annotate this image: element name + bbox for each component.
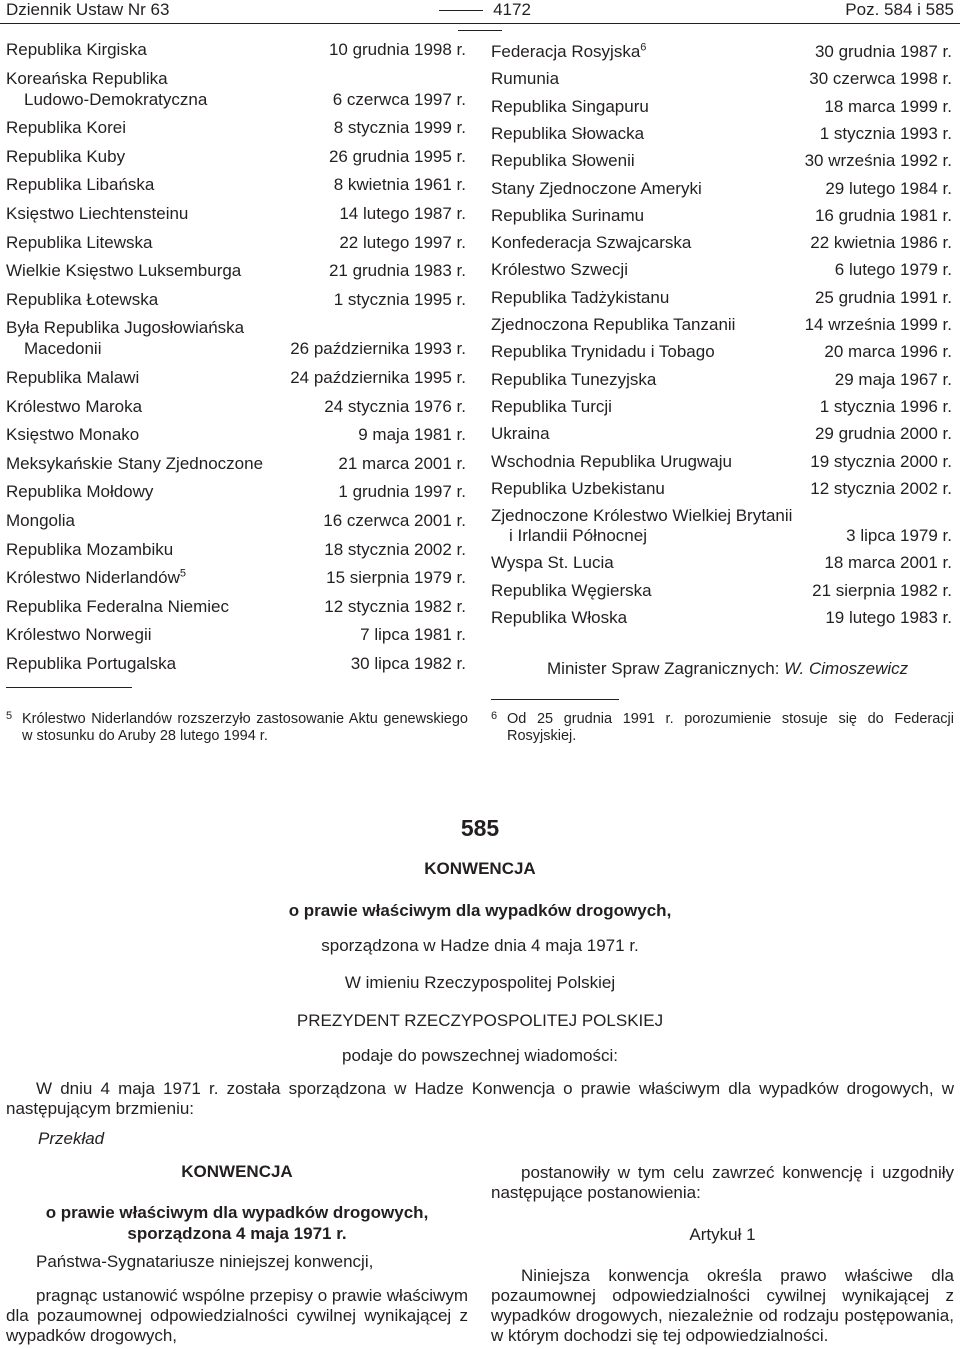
- country-name: [6, 40, 147, 60]
- country-name: [491, 424, 550, 444]
- footnote-ref: 6: [640, 41, 647, 54]
- signature-date: 26 grudnia 1995 r.: [328, 146, 466, 166]
- country-name: [6, 175, 154, 195]
- country-name-text: Wschodnia Republika Urugwaju: [491, 451, 732, 471]
- page-number: [400, 0, 560, 40]
- document-behalf: W imieniu Rzeczypospolitej Polskiej: [344, 973, 616, 992]
- country-name: [6, 625, 152, 645]
- country-row: [491, 206, 952, 233]
- signature-date: 21 sierpnia 1982 r.: [812, 580, 952, 600]
- signature-date: 12 stycznia 2002 r.: [810, 478, 952, 498]
- convention-subtitle-1: o prawie właściwym dla wypadków drogowych,: [45, 1203, 429, 1222]
- country-name: [6, 368, 139, 388]
- signature-date: 19 lutego 1983 r.: [825, 608, 952, 627]
- footnote-ref: 5: [179, 567, 186, 580]
- footnote-6: [491, 711, 954, 745]
- country-name: [491, 342, 715, 362]
- country-name-text: Zjednoczona Republika Tanzanii: [491, 315, 736, 334]
- country-name: [491, 397, 612, 417]
- signature-date: 24 października 1995 r.: [290, 368, 466, 387]
- country-row: [6, 368, 466, 397]
- country-name-text: Republika Kirgiska: [6, 40, 147, 59]
- preamble-desiring: pragnąc ustanowić wspólne przepisy o prawie właściwym dla pozaumownej odpowiedzialności cywilnej wynikającej z wypadków drogowych,: [6, 1286, 468, 1345]
- signature-date: 16 grudnia 1981 r.: [814, 205, 952, 225]
- country-name: [491, 479, 665, 499]
- country-name-text: Koreańska Republika: [6, 68, 168, 88]
- country-row: [6, 625, 466, 654]
- signature-date: 6 czerwca 1997 r.: [332, 89, 466, 109]
- country-name-text: Królestwo Niderlandów: [6, 568, 180, 588]
- convention-subtitle-2: sporządzona 4 maja 1971 r.: [127, 1224, 347, 1243]
- country-name: [6, 147, 125, 167]
- document-president: PREZYDENT RZECZYPOSPOLITEJ POLSKIEJ: [296, 1011, 664, 1030]
- country-row: [6, 147, 466, 176]
- country-name: [6, 204, 188, 224]
- country-name-text: Republika Litewska: [6, 232, 153, 252]
- country-row: [6, 654, 466, 683]
- country-name-text: Republika Słowenii: [491, 151, 635, 171]
- article-1-text: Niniejsza konwencja określa prawo właściwe dla pozaumownej odpowiedzialności cywilnej wynikającej z wypadków drogowych, niezależnie od rodzaju postępowania, w którym dochodzi się tej odpowiedzialności.: [491, 1266, 954, 1345]
- document-subtitle: o prawie właściwym dla wypadków drogowych,: [288, 901, 672, 920]
- country-row: [491, 69, 952, 96]
- country-name: [491, 506, 792, 526]
- signature-date: 10 grudnia 1998 r.: [328, 40, 466, 59]
- signature-date: 29 grudnia 2000 r.: [814, 424, 952, 444]
- country-name: [491, 69, 559, 89]
- country-row: [491, 553, 952, 580]
- country-name: [491, 151, 635, 171]
- country-row: [6, 40, 466, 69]
- country-row: [491, 479, 952, 506]
- country-row: [491, 288, 952, 315]
- footnote-5-text: Królestwo Niderlandów rozszerzyło zastosowanie Aktu genewskiego w stosunku do Aruby 28 lutego 1994 r.: [22, 711, 468, 744]
- signature-date: 29 maja 1967 r.: [834, 369, 952, 389]
- footnote-rule-left: [6, 687, 132, 688]
- signature-date: 18 marca 1999 r.: [824, 96, 952, 116]
- country-name: [6, 118, 126, 138]
- country-name-text: Republika Malawi: [6, 368, 140, 387]
- country-row: [6, 204, 466, 233]
- country-name: [491, 233, 691, 253]
- signature-date: 14 lutego 1987 r.: [339, 204, 466, 223]
- country-name-text: Republika Surinamu: [491, 205, 645, 225]
- country-row: [491, 397, 952, 424]
- country-name-text: Wielkie Księstwo Luksemburga: [6, 261, 242, 281]
- footnote-5-number: 5: [6, 710, 13, 722]
- signature-date: 1 grudnia 1997 r.: [338, 482, 466, 502]
- country-row: [6, 397, 466, 426]
- country-row: [6, 482, 466, 511]
- dash-left: [439, 10, 483, 11]
- country-name-text: Federacja Rosyjska: [491, 42, 641, 61]
- country-row: [491, 260, 952, 287]
- footnote-5: [6, 711, 468, 745]
- signature-date: 22 kwietnia 1986 r.: [810, 233, 952, 253]
- country-row: [491, 452, 952, 479]
- signature-date: 18 stycznia 2002 r.: [324, 539, 466, 559]
- page-number-text: 4172: [493, 0, 531, 19]
- country-name-text: Republika Federalna Niemiec: [6, 596, 230, 616]
- signature-date: 26 października 1993 r.: [290, 339, 466, 359]
- footnote-6-text: Od 25 grudnia 1991 r. porozumienie stosuje się do Federacji Rosyjskiej.: [507, 711, 954, 744]
- signature-date: 1 stycznia 1993 r.: [819, 123, 952, 143]
- signature-date: 12 stycznia 1982 r.: [324, 596, 466, 616]
- country-name: [491, 452, 732, 472]
- page-header: [0, 0, 960, 22]
- country-name-text: Zjednoczone Królestwo Wielkiej Brytanii: [491, 506, 793, 526]
- signature-date: 15 sierpnia 1979 r.: [326, 568, 466, 588]
- country-name-text: Republika Trynidadu i Tobago: [491, 342, 715, 362]
- country-row: [6, 175, 466, 204]
- journal-title: Dziennik Ustaw Nr 63: [6, 0, 170, 19]
- country-name-text: Republika Włoska: [491, 608, 628, 627]
- signature-date: 6 lutego 1979 r.: [834, 260, 952, 280]
- signature-date: 8 stycznia 1999 r.: [333, 118, 466, 138]
- country-name-text: Meksykańskie Stany Zjednoczone: [6, 453, 264, 473]
- signature-date: 30 czerwca 1998 r.: [809, 69, 952, 89]
- country-row: [491, 124, 952, 151]
- country-name: [6, 233, 152, 253]
- country-name-text: Była Republika Jugosłowiańska: [6, 318, 245, 338]
- signature-date: 24 stycznia 1976 r.: [324, 396, 466, 416]
- intro-paragraph: W dniu 4 maja 1971 r. została sporządzona w Hadze Konwencja o prawie właściwym dla wypadków drogowych, w następującym brzmieniu:: [6, 1079, 954, 1118]
- country-name: [6, 511, 75, 531]
- country-name: [6, 397, 142, 417]
- country-name: [6, 69, 168, 89]
- country-name: [6, 568, 186, 588]
- country-row: [6, 318, 466, 368]
- country-name: [6, 454, 263, 474]
- country-name-text: Księstwo Monako: [6, 425, 140, 445]
- document-title: KONWENCJA: [424, 859, 536, 878]
- country-name: [6, 654, 176, 674]
- country-name-text: Republika Singapuru: [491, 96, 649, 116]
- signature-date: 19 stycznia 2000 r.: [810, 451, 952, 471]
- country-name-text: Republika Węgierska: [491, 580, 652, 600]
- country-row: [6, 118, 466, 147]
- signature-date: 22 lutego 1997 r.: [339, 232, 466, 252]
- country-row: [491, 342, 952, 369]
- country-name-line2: Ludowo-Demokratyczna: [24, 89, 208, 109]
- country-name: [491, 315, 735, 335]
- preamble-resolved: postanowiły w tym celu zawrzeć konwencję i uzgodniły następujące postanowienia:: [491, 1163, 954, 1202]
- convention-title: KONWENCJA: [181, 1162, 293, 1181]
- country-name: [491, 553, 614, 573]
- country-name-text: Królestwo Norwegii: [6, 625, 152, 645]
- position-ref: Poz. 584 i 585: [845, 0, 954, 19]
- country-name: [491, 288, 669, 308]
- country-row: [491, 581, 952, 608]
- header-rule: [0, 23, 960, 24]
- country-row: [491, 506, 952, 553]
- country-row: [6, 69, 466, 119]
- country-name: [491, 581, 652, 601]
- country-row: [491, 233, 952, 260]
- country-name-text: Stany Zjednoczone Ameryki: [491, 178, 702, 198]
- country-row: [6, 568, 466, 597]
- country-name-text: Ukraina: [491, 424, 550, 444]
- country-name-text: Republika Uzbekistanu: [491, 478, 665, 498]
- dash-right: [458, 30, 502, 31]
- minister-label: Minister Spraw Zagranicznych:: [547, 659, 785, 678]
- country-name-text: Rumunia: [491, 69, 560, 89]
- country-name: [491, 97, 649, 117]
- country-name: [491, 260, 628, 280]
- country-name: [6, 540, 173, 560]
- country-row: [491, 424, 952, 451]
- country-name: [6, 425, 139, 445]
- document-place: sporządzona w Hadze dnia 4 maja 1971 r.: [321, 936, 639, 955]
- minister-signature: [547, 659, 908, 679]
- country-row: [491, 370, 952, 397]
- country-name-text: Wyspa St. Lucia: [491, 553, 614, 573]
- article-1-heading: Artykuł 1: [689, 1225, 756, 1244]
- country-name: [6, 261, 241, 281]
- country-name-text: Republika Kuby: [6, 146, 126, 166]
- country-name: [491, 42, 646, 62]
- country-name-text: Republika Tunezyjska: [491, 369, 657, 389]
- signature-date: 9 maja 1981 r.: [358, 425, 466, 445]
- country-name-text: Republika Mołdowy: [6, 482, 154, 502]
- preamble-parties: Państwa-Sygnatariusze niniejszej konwencji,: [36, 1252, 374, 1271]
- country-name-line2: i Irlandii Północnej: [509, 526, 647, 546]
- signature-date: 8 kwietnia 1961 r.: [333, 175, 466, 195]
- signature-date: 25 grudnia 1991 r.: [814, 287, 952, 307]
- country-row: [6, 261, 466, 290]
- country-row: [6, 511, 466, 540]
- country-name-text: Republika Mozambiku: [6, 539, 174, 559]
- footnote-6-number: 6: [491, 710, 498, 722]
- country-name: [491, 179, 702, 199]
- country-name: [6, 290, 158, 310]
- country-name: [491, 370, 656, 390]
- footnote-rule-right: [491, 699, 619, 700]
- country-name: [491, 124, 644, 144]
- country-row: [6, 540, 466, 569]
- signature-date: 21 marca 2001 r.: [338, 453, 466, 473]
- country-row: [491, 179, 952, 206]
- signature-date: 30 grudnia 1987 r.: [814, 42, 952, 61]
- minister-name: W. Cimoszewicz: [784, 659, 909, 678]
- country-name: [491, 206, 644, 226]
- country-name-text: Republika Libańska: [6, 175, 155, 195]
- country-row: [6, 290, 466, 319]
- country-name: [491, 608, 627, 628]
- country-row: [491, 42, 952, 69]
- country-row: [491, 97, 952, 124]
- signature-date: 14 września 1999 r.: [804, 315, 952, 334]
- country-name-text: Republika Korei: [6, 118, 127, 138]
- country-row: [6, 454, 466, 483]
- country-name: [6, 597, 229, 617]
- country-row: [491, 608, 952, 635]
- country-name-text: Mongolia: [6, 511, 75, 530]
- signature-date: 1 stycznia 1995 r.: [333, 289, 466, 309]
- translation-label: Przekład: [38, 1129, 105, 1148]
- country-name-text: Republika Turcji: [491, 396, 612, 416]
- country-name-line2: Macedonii: [24, 339, 102, 359]
- country-row: [491, 151, 952, 178]
- country-name-text: Republika Słowacka: [491, 123, 645, 143]
- country-row: [6, 233, 466, 262]
- country-name: [6, 318, 244, 338]
- country-name-text: Republika Łotewska: [6, 289, 159, 309]
- document-announces: podaje do powszechnej wiadomości:: [342, 1046, 618, 1065]
- country-name: [6, 482, 153, 502]
- country-name-text: Republika Portugalska: [6, 654, 177, 673]
- country-name-text: Księstwo Liechtensteinu: [6, 204, 189, 223]
- country-row: [6, 425, 466, 454]
- country-row: [491, 315, 952, 342]
- country-name-text: Królestwo Szwecji: [491, 260, 628, 280]
- signature-date: 20 marca 1996 r.: [824, 342, 952, 362]
- signature-date: 1 stycznia 1996 r.: [819, 396, 952, 416]
- signature-date: 30 lipca 1982 r.: [350, 654, 466, 673]
- country-name-text: Konfederacja Szwajcarska: [491, 233, 692, 253]
- document-number: 585: [460, 815, 500, 841]
- signature-date: 18 marca 2001 r.: [824, 553, 952, 573]
- country-name-text: Królestwo Maroka: [6, 396, 143, 416]
- signature-date: 30 września 1992 r.: [804, 151, 952, 171]
- signature-date: 21 grudnia 1983 r.: [328, 261, 466, 281]
- country-row: [6, 597, 466, 626]
- signature-date: 29 lutego 1984 r.: [825, 178, 952, 198]
- signature-date: 7 lipca 1981 r.: [360, 625, 466, 645]
- signature-date: 16 czerwca 2001 r.: [323, 511, 466, 530]
- signature-date: 3 lipca 1979 r.: [846, 526, 952, 546]
- country-name-text: Republika Tadżykistanu: [491, 287, 670, 307]
